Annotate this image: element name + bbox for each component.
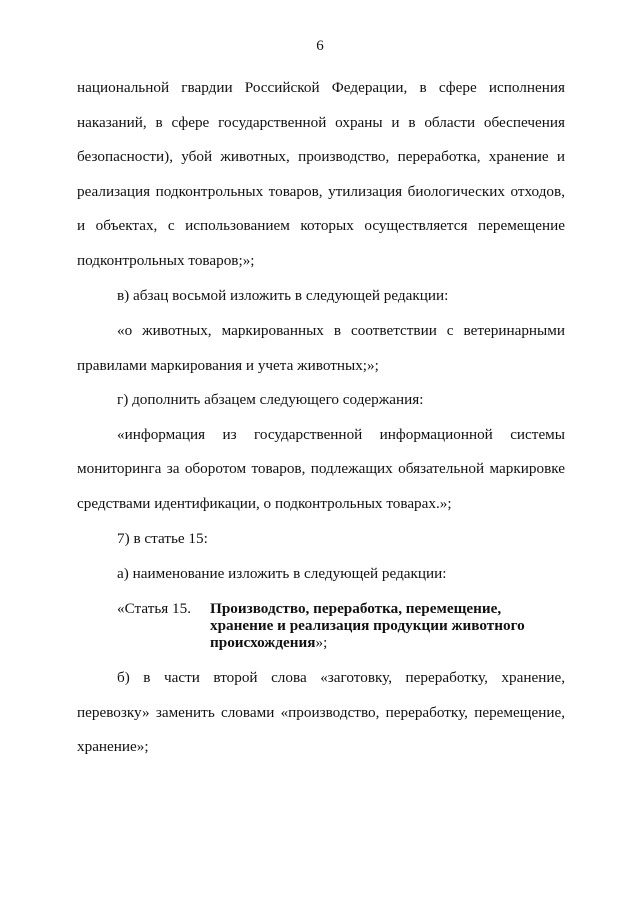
text-line: наказаний, в сфере государственной охраны и в области обеспечения: [77, 114, 565, 131]
text-line: мониторинга за оборотом товаров, подлежащих обязательной маркировке: [77, 460, 565, 477]
text-line: хранение»;: [77, 738, 149, 755]
text-line: в) абзац восьмой изложить в следующей редакции:: [117, 287, 449, 304]
text-line: реализация подконтрольных товаров, утилизация биологических отходов,: [77, 183, 565, 200]
page-number: 6: [316, 38, 324, 54]
text-line: перевозку» заменить словами «производство, переработку, перемещение,: [77, 704, 565, 721]
article-title-text: Производство, переработка, перемещение, хранение и реализация продукции животного происхождения: [210, 600, 525, 651]
text-line: подконтрольных товаров;»;: [77, 252, 255, 269]
article-title: [210, 600, 568, 651]
article-label: «Статья 15.: [117, 600, 192, 617]
text-line: г) дополнить абзацем следующего содержания:: [117, 391, 424, 408]
text-line: а) наименование изложить в следующей редакции:: [117, 565, 447, 582]
article-title-end: »;: [315, 634, 328, 651]
text-line: «о животных, маркированных в соответствии с ветеринарными: [117, 322, 565, 339]
text-line: б) в части второй слова «заготовку, переработку, хранение,: [117, 669, 565, 686]
text-line: правилами маркирования и учета животных;»;: [77, 357, 379, 374]
text-line: и объектах, с использованием которых осуществляется перемещение: [77, 217, 565, 234]
text-line: «информация из государственной информационной системы: [117, 426, 565, 443]
text-line: средствами идентификации, о подконтрольных товарах.»;: [77, 495, 452, 512]
text-line: национальной гвардии Российской Федерации, в сфере исполнения: [77, 79, 565, 96]
text-line: 7) в статье 15:: [117, 530, 208, 547]
text-line: безопасности), убой животных, производство, переработка, хранение и: [77, 148, 565, 165]
